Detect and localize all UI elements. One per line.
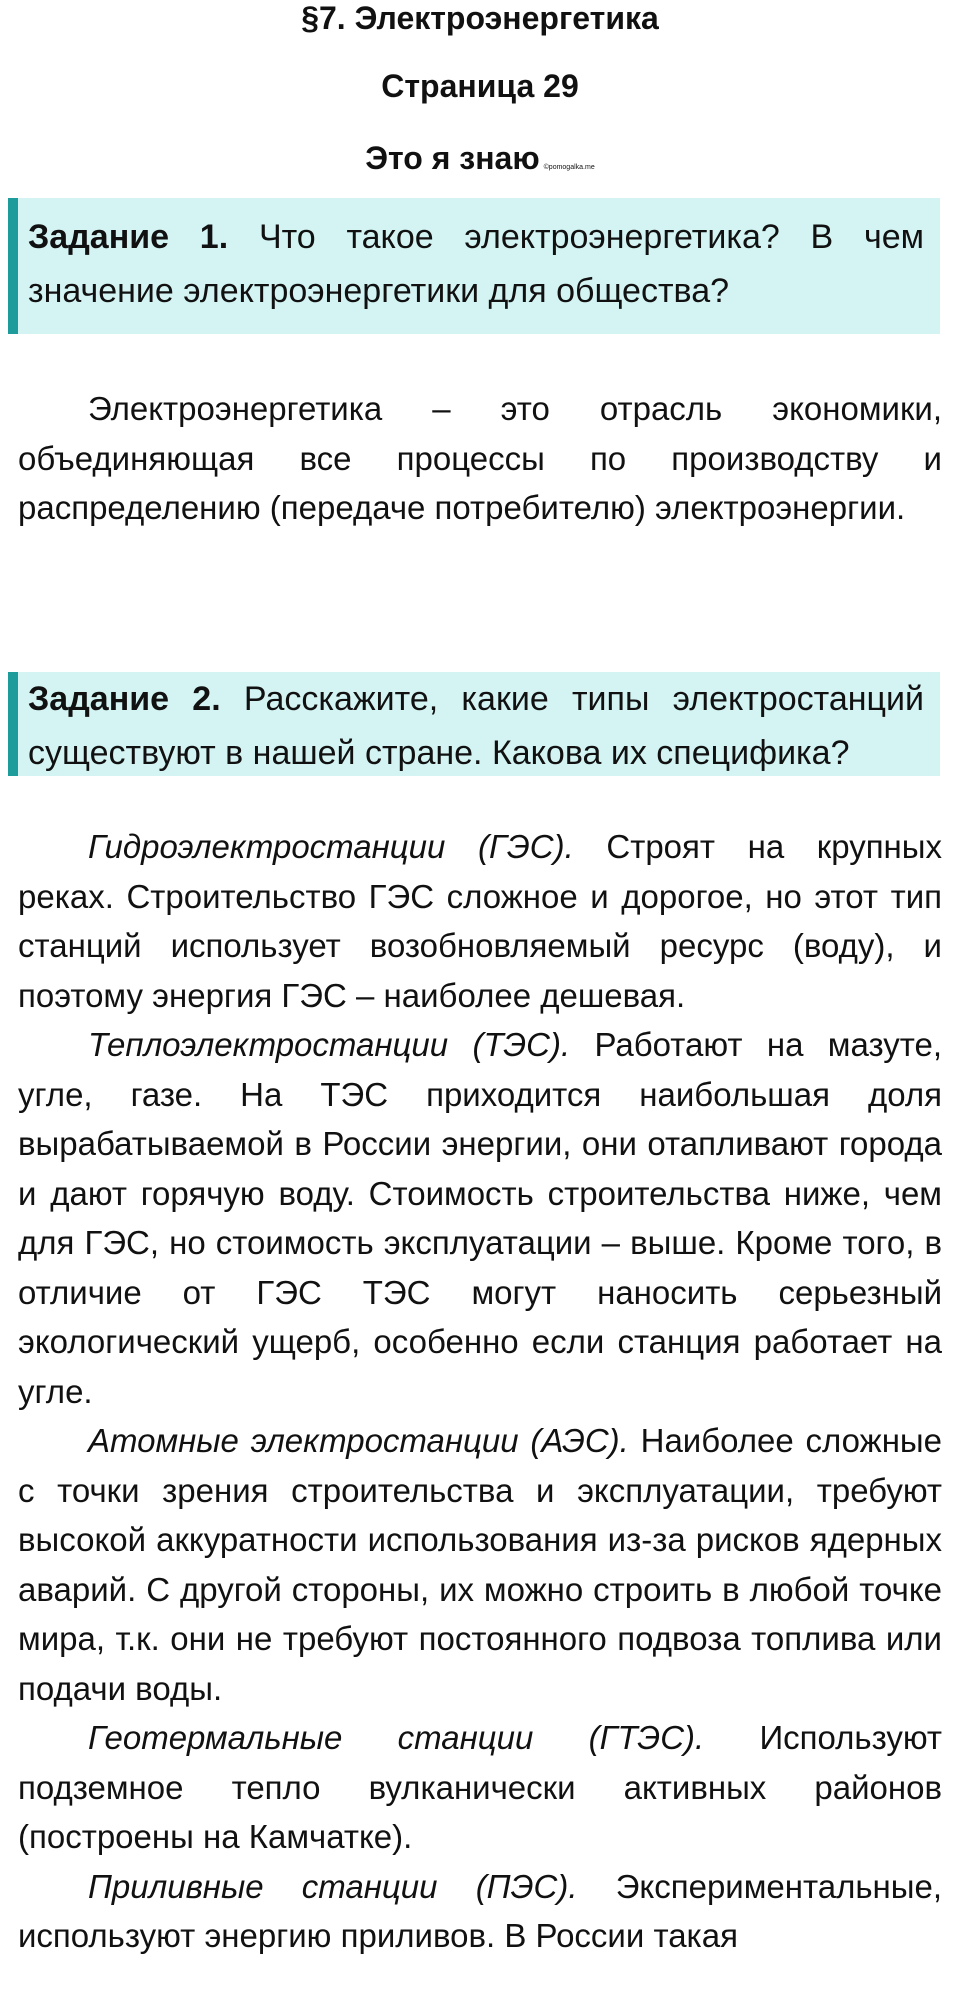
task-2	[8, 672, 940, 776]
answer-2-geothermal	[18, 1713, 942, 1862]
task-1-label: Задание 1.	[28, 218, 229, 256]
subtitle-text: Это я знаю	[365, 140, 540, 176]
tidal-text: Экспериментальные, используют энергию приливов. В России такая	[18, 1867, 943, 1954]
tidal-term: Приливные станции (ПЭС).	[88, 1867, 578, 1905]
section-title: §7. Электроэнергетика	[301, 0, 659, 36]
answer-2-nuclear	[18, 1416, 942, 1713]
nuclear-text: Наиболее сложные с точки зрения строительства и эксплуатации, требуют высокой аккуратности использования из-за рисков ядерных аварий. С другой стороны, их можно строить в любой точке мира, т.к. они не требуют постоянного подвоза топлива или подачи воды.	[18, 1422, 942, 1707]
geothermal-text: Используют подземное тепло вулканически активных районов (построены на Камчатке).	[18, 1719, 943, 1855]
hydro-text: Строят на крупных реках. Строительство ГЭС сложное и дорогое, но этот тип станций использует возобновляемый ресурс (воду), и поэтому энергия ГЭС – наиболее дешевая.	[18, 828, 943, 1014]
hydro-term: Гидроэлектростанции (ГЭС).	[88, 828, 574, 865]
thermal-term: Теплоэлектростанции (ТЭС).	[88, 1026, 571, 1063]
answer-2-thermal	[18, 1020, 942, 1416]
answer-1	[18, 384, 942, 533]
nuclear-term: Атомные электростанции (АЭС).	[88, 1422, 629, 1459]
answer-2	[18, 822, 942, 1961]
task-1-question: Что такое электроэнергетика? В чем значение электроэнергетики для общества?	[28, 218, 924, 310]
watermark: ©pomogalka.me	[543, 164, 595, 171]
task-1	[8, 198, 940, 334]
subtitle	[0, 138, 960, 188]
page-label: Страница 29	[381, 68, 579, 104]
task-2-label: Задание 2.	[28, 680, 221, 718]
answer-2-tidal	[18, 1862, 942, 1961]
geothermal-term: Геотермальные станции (ГТЭС).	[88, 1719, 705, 1756]
thermal-text: Работают на мазуте, угле, газе. На ТЭС приходится наибольшая доля вырабатываемой в России энергии, они отапливают города и дают горячую воду. Стоимость строительства ниже, чем для ГЭС, но стоимость эксплуатации – выше. Кроме того, в отличие от ГЭС ТЭС могут наносить серьезный экологический ущерб, особенно если станция работает на угле.	[18, 1026, 943, 1410]
answer-1-text: Электроэнергетика – это отрасль экономики, объединяющая все процессы по производству и распределению (передаче потребителю) электроэнергии.	[18, 390, 942, 526]
task-2-question: Расскажите, какие типы электростанций существуют в нашей стране. Какова их специфика?	[28, 680, 924, 772]
answer-2-hydro	[18, 822, 942, 1020]
